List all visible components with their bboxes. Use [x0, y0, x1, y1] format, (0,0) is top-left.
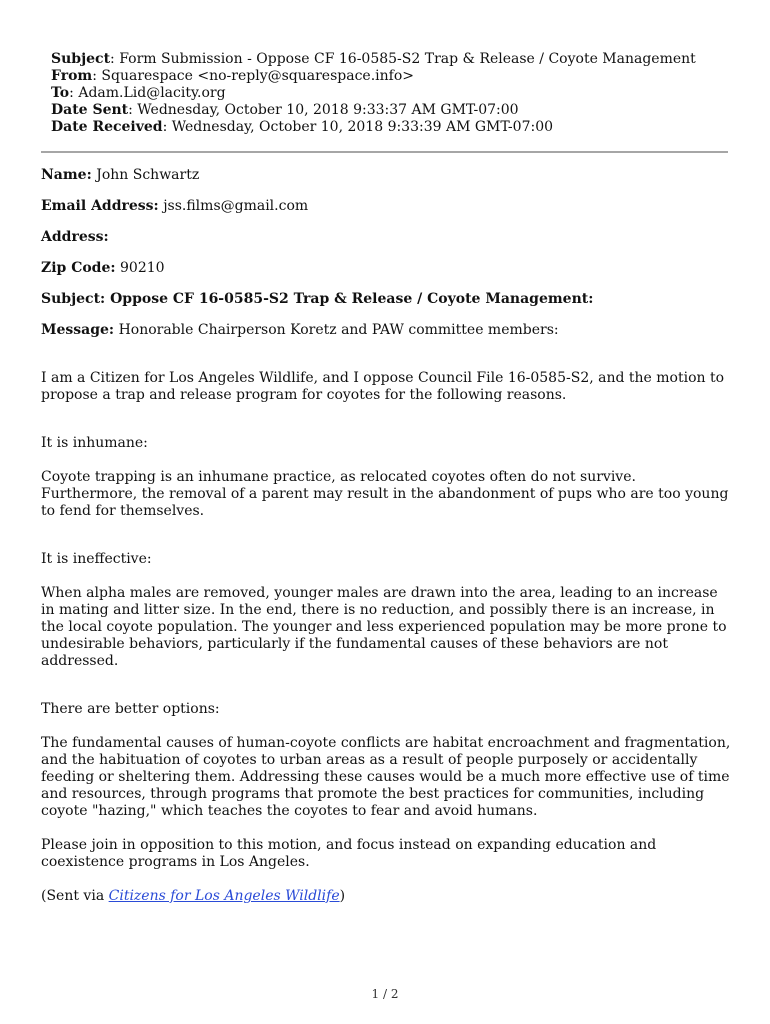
email-date-received-value: Wednesday, October 10, 2018 9:33:39 AM GMT-07:00 [171, 119, 554, 135]
form-subject-value: Oppose CF 16-0585-S2 Trap & Release / Coyote Management: [110, 291, 594, 307]
form-address-label: Address: [41, 229, 109, 245]
form-message-field [41, 322, 733, 339]
email-subject-value: Form Submission - Oppose CF 16-0585-S2 Trap & Release / Coyote Management [119, 51, 696, 67]
spacer [41, 339, 733, 370]
spacer [41, 670, 733, 701]
form-subject-field [41, 291, 733, 308]
form-subject-label: Subject: [41, 291, 106, 307]
message-paragraph-4: The fundamental causes of human-coyote conflicts are habitat encroachment and fragmentation, and the habituation of coyotes to urban areas as a result of people purposely or accidentally feeding or sheltering them. Addressing these causes would be a much more effective use of time and resources, through programs that promote the best practices for communities, including coyote "hazing," which teaches the coyotes to fear and avoid humans. [41, 735, 731, 819]
message-paragraph-3: When alpha males are removed, younger males are drawn into the area, leading to an increase in mating and litter size. In the end, there is no reduction, and possibly there is an increase, in the local coyote population. The younger and less experienced population may be more prone to undesirable behaviors, particularly if the fundamental causes of these behaviors are not addressed. [41, 585, 727, 669]
email-date-sent-value: Wednesday, October 10, 2018 9:33:37 AM GMT-07:00 [137, 102, 519, 118]
page-indicator: 1 / 2 [371, 987, 399, 1001]
form-email-field [41, 198, 733, 215]
sent-via-prefix: (Sent via [41, 888, 109, 904]
citizens-wildlife-link[interactable]: Citizens for Los Angeles Wildlife [108, 888, 340, 904]
spacer [41, 820, 733, 837]
email-header [51, 51, 741, 136]
message-heading-ineffective: It is ineffective: [41, 551, 152, 567]
form-name-value: John Schwartz [96, 167, 200, 183]
message-paragraph-1: I am a Citizen for Los Angeles Wildlife, and I oppose Council File 16-0585-S2, and the motion to propose a trap and release program for coyotes for the following reasons. [41, 370, 725, 403]
email-body [41, 167, 733, 905]
sent-via-line [41, 888, 733, 905]
email-to-line: To: Adam.Lid@lacity.org [51, 85, 226, 101]
form-address-field [41, 229, 733, 246]
email-to-value: Adam.Lid@lacity.org [78, 85, 226, 101]
form-name-label: Name: [41, 167, 92, 183]
email-subject-label: Subject [51, 51, 111, 67]
email-date-received-label: Date Received [51, 119, 163, 135]
form-email-value: jss.films@gmail.com [163, 198, 309, 214]
email-from-value: Squarespace <no-reply@squarespace.info> [101, 68, 414, 84]
email-date-sent-line: Date Sent: Wednesday, October 10, 2018 9:33:37 AM GMT-07:00 [51, 102, 519, 118]
form-name-field [41, 167, 733, 184]
sent-via-suffix: ) [339, 888, 346, 904]
email-date-sent-label: Date Sent [51, 102, 129, 118]
email-from-line: From: Squarespace <no-reply@squarespace.info> [51, 68, 414, 84]
message-heading-inhumane: It is inhumane: [41, 435, 148, 451]
spacer [41, 718, 733, 735]
form-message-label: Message: [41, 322, 115, 338]
form-zip-label: Zip Code: [41, 260, 116, 276]
form-email-label: Email Address: [41, 198, 159, 214]
form-zip-field [41, 260, 733, 277]
email-date-received-line: Date Received: Wednesday, October 10, 2018 9:33:39 AM GMT-07:00 [51, 119, 554, 135]
email-from-label: From [51, 68, 93, 84]
spacer [41, 404, 733, 435]
header-divider [41, 151, 728, 153]
message-paragraph-5: Please join in opposition to this motion, and focus instead on expanding education and coexistence programs in Los Angeles. [41, 837, 657, 870]
spacer [41, 568, 733, 585]
spacer [41, 871, 733, 888]
spacer [41, 520, 733, 551]
message-paragraph-2: Coyote trapping is an inhumane practice, as relocated coyotes often do not survive. Furthermore, the removal of a parent may result in the abandonment of pups who are too young to fend for themselves. [41, 469, 729, 519]
email-to-label: To [51, 85, 70, 101]
form-message-value: Honorable Chairperson Koretz and PAW committee members: [118, 322, 559, 338]
form-zip-value: 90210 [120, 260, 165, 276]
message-heading-better-options: There are better options: [41, 701, 220, 717]
email-subject-line: Subject: Form Submission - Oppose CF 16-0585-S2 Trap & Release / Coyote Management [51, 51, 696, 67]
spacer [41, 452, 733, 469]
